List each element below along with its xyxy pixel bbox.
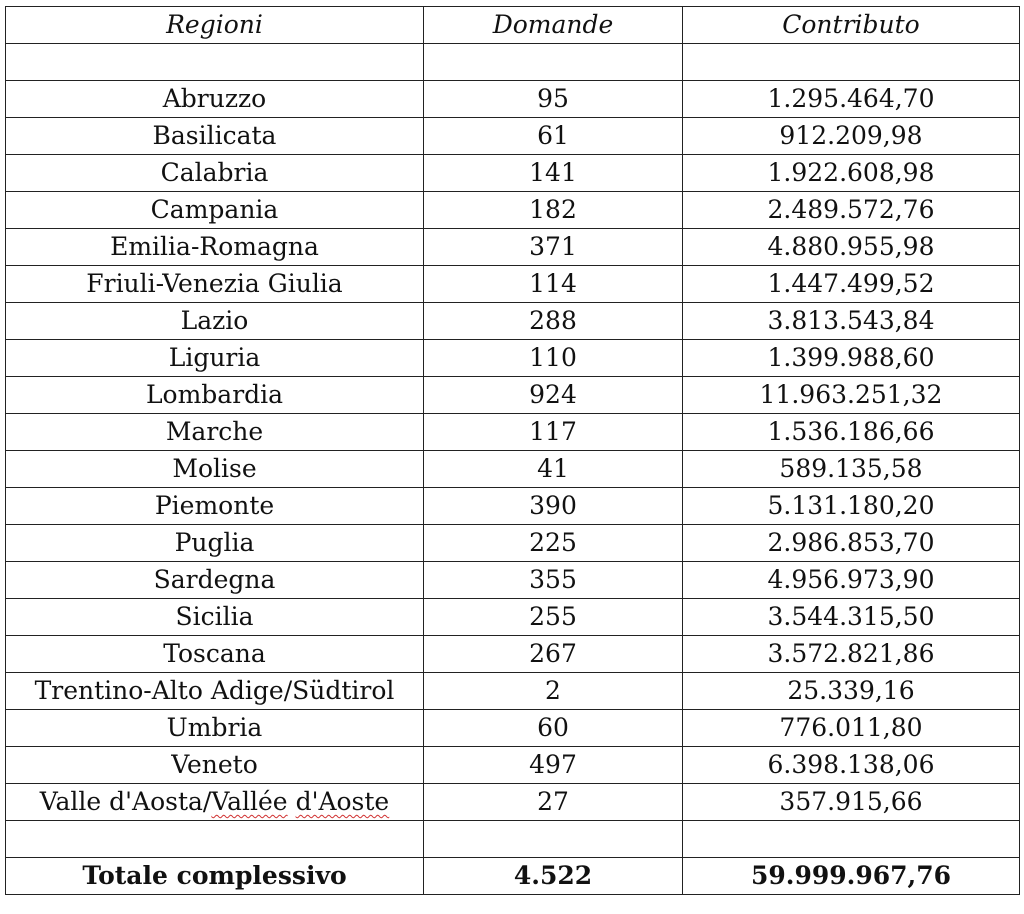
table-row [6,414,1020,451]
domande-cell: 27 [424,784,683,821]
contributo-cell: 4.880.955,98 [683,229,1020,266]
contributo-cell: 589.135,58 [683,451,1020,488]
table-row [6,636,1020,673]
empty-cell [6,44,424,81]
empty-cell [683,44,1020,81]
total-contributo: 59.999.967,76 [683,858,1020,895]
region-cell: Basilicata [6,118,424,155]
contributo-cell: 25.339,16 [683,673,1020,710]
region-cell: Sicilia [6,599,424,636]
table-row [6,192,1020,229]
region-cell: Friuli-Venezia Giulia [6,266,424,303]
table-row [6,673,1020,710]
domande-cell: 371 [424,229,683,266]
contributo-cell: 6.398.138,06 [683,747,1020,784]
domande-cell: 355 [424,562,683,599]
total-domande: 4.522 [424,858,683,895]
table-row [6,377,1020,414]
table-row [6,488,1020,525]
empty-cell [683,821,1020,858]
domande-cell: 288 [424,303,683,340]
contributo-cell: 11.963.251,32 [683,377,1020,414]
contributo-cell: 1.399.988,60 [683,340,1020,377]
contributo-cell: 776.011,80 [683,710,1020,747]
header-domande: Domande [424,7,683,44]
region-cell: Piemonte [6,488,424,525]
region-cell: Puglia [6,525,424,562]
domande-cell: 255 [424,599,683,636]
region-cell: Trentino-Alto Adige/Südtirol [6,673,424,710]
region-cell: Lombardia [6,377,424,414]
contributo-cell: 4.956.973,90 [683,562,1020,599]
total-row [6,858,1020,895]
table-row [6,451,1020,488]
header-regioni: Regioni [6,7,424,44]
contributo-cell: 3.572.821,86 [683,636,1020,673]
domande-cell: 182 [424,192,683,229]
domande-cell: 924 [424,377,683,414]
domande-cell: 110 [424,340,683,377]
table-row [6,266,1020,303]
region-cell: Molise [6,451,424,488]
region-cell: Calabria [6,155,424,192]
contributo-cell: 3.544.315,50 [683,599,1020,636]
contributo-cell: 1.922.608,98 [683,155,1020,192]
header-row [6,7,1020,44]
region-cell: Liguria [6,340,424,377]
contributo-cell: 1.295.464,70 [683,81,1020,118]
contributo-cell: 357.915,66 [683,784,1020,821]
spellcheck-word: Vallée [211,787,288,816]
region-cell: Veneto [6,747,424,784]
region-cell: Valle d'Aosta/Vallée d'Aoste [6,784,424,821]
domande-cell: 2 [424,673,683,710]
contributo-cell: 2.489.572,76 [683,192,1020,229]
contributo-cell: 2.986.853,70 [683,525,1020,562]
table-row [6,229,1020,266]
region-cell: Toscana [6,636,424,673]
contributo-cell: 912.209,98 [683,118,1020,155]
domande-cell: 225 [424,525,683,562]
total-label: Totale complessivo [6,858,424,895]
region-cell: Campania [6,192,424,229]
domande-cell: 117 [424,414,683,451]
domande-cell: 390 [424,488,683,525]
table-row [6,81,1020,118]
domande-cell: 61 [424,118,683,155]
contributo-cell: 1.447.499,52 [683,266,1020,303]
region-cell: Umbria [6,710,424,747]
region-cell: Emilia-Romagna [6,229,424,266]
header-contributo: Contributo [683,7,1020,44]
empty-cell [424,821,683,858]
table-row [6,562,1020,599]
domande-cell: 60 [424,710,683,747]
region-cell: Lazio [6,303,424,340]
empty-cell [6,821,424,858]
domande-cell: 141 [424,155,683,192]
contributo-cell: 5.131.180,20 [683,488,1020,525]
table-row [6,303,1020,340]
table-row [6,118,1020,155]
domande-cell: 114 [424,266,683,303]
table-row [6,525,1020,562]
blank-row [6,821,1020,858]
region-cell: Abruzzo [6,81,424,118]
table-row [6,155,1020,192]
table-row [6,599,1020,636]
table-row [6,340,1020,377]
domande-cell: 497 [424,747,683,784]
region-cell: Marche [6,414,424,451]
table-row [6,784,1020,821]
table-row [6,710,1020,747]
table-row [6,747,1020,784]
contributo-cell: 1.536.186,66 [683,414,1020,451]
domande-cell: 267 [424,636,683,673]
region-cell: Sardegna [6,562,424,599]
contributo-cell: 3.813.543,84 [683,303,1020,340]
domande-cell: 41 [424,451,683,488]
domande-cell: 95 [424,81,683,118]
spellcheck-word: d'Aoste [295,787,390,816]
blank-row [6,44,1020,81]
regional-data-table [5,6,1020,895]
empty-cell [424,44,683,81]
